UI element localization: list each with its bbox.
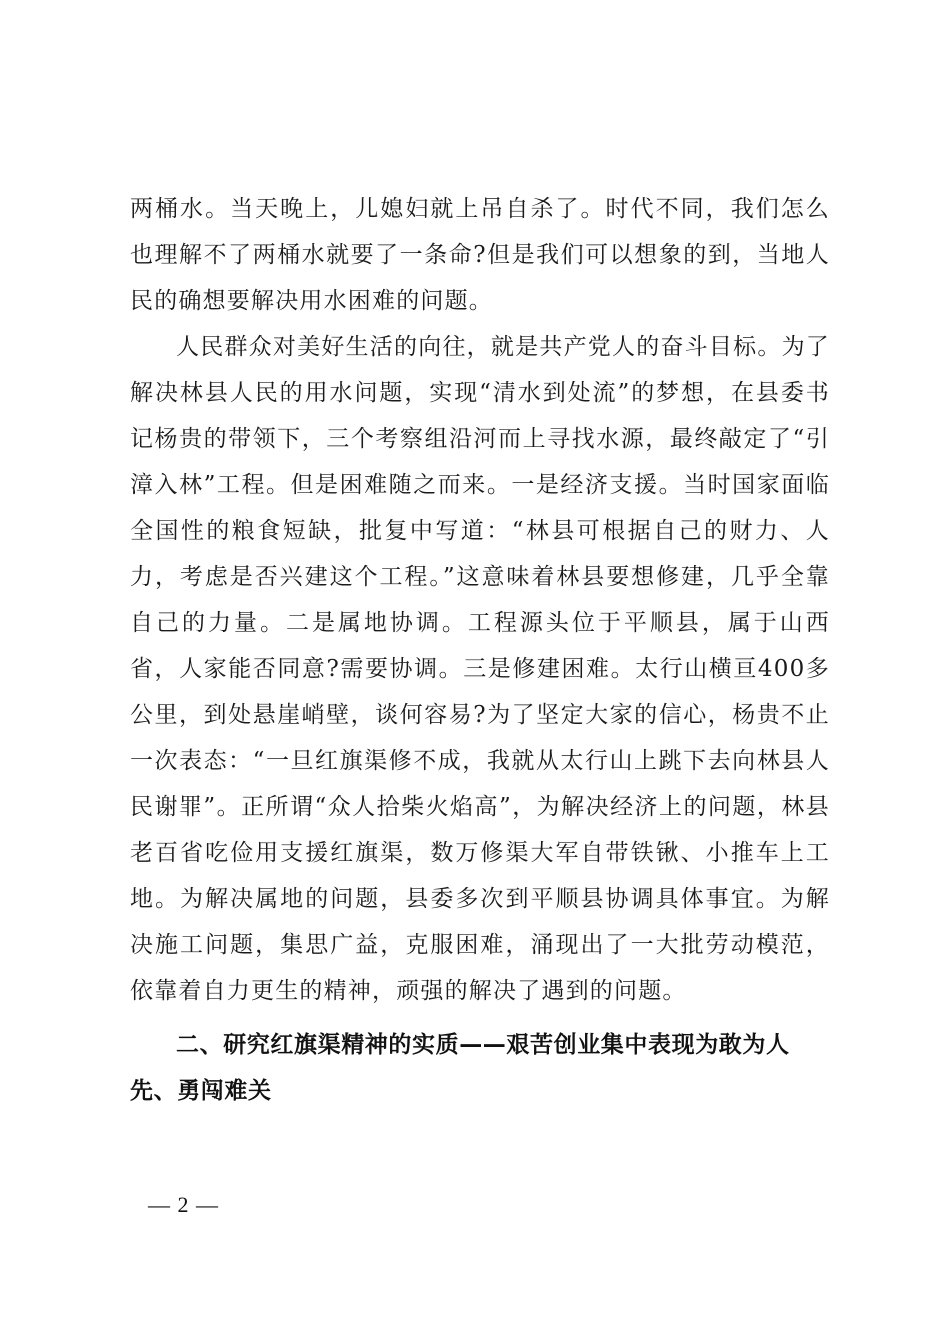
paragraph-red-flag-canal-history: 人民群众对美好生活的向往，就是共产党人的奋斗目标。为了解决林县人民的用水问题，实现“清水到处流”的梦想，在县委书记杨贵的带领下，三个考察组沿河而上寻找水源，最终敲定了“引漳入林”工程。但是困难随之而来。一是经济支援。当时国家面临全国性的粮食短缺，批复中写道：“林县可根据自己的财力、人力，考虑是否兴建这个工程。”这意味着林县要想修建，几乎全靠自己的力量。二是属地协调。工程源头位于平顺县，属于山西省，人家能否同意?需要协调。三是修建困难。太行山横亘400多公里，到处悬崖峭壁，谈何容易?为了坚定大家的信心，杨贵不止一次表态：“一旦红旗渠修不成，我就从太行山上跳下去向林县人民谢罪”。正所谓“众人拾柴火焰高”，为解决经济上的问题，林县老百省吃俭用支援红旗渠，数万修渠大军自带铁锹、小推车上工地。为解决属地的问题，县委多次到平顺县协调具体事宜。为解决施工问题，集思广益，克服困难，涌现出了一大批劳动模范，依靠着自力更生的精神，顽强的解决了遇到的问题。 bbox=[130, 334, 830, 1004]
document-body bbox=[130, 186, 830, 1114]
section-heading: 二、研究红旗渠精神的实质——艰苦创业集中表现为敢为人先、勇闯难关 bbox=[130, 1032, 790, 1104]
page-number: — 2 — bbox=[148, 1192, 219, 1217]
paragraph-continuation: 两桶水。当天晚上，儿媳妇就上吊自杀了。时代不同，我们怎么也理解不了两桶水就要了一条命?但是我们可以想象的到，当地人民的确想要解决用水困难的问题。 bbox=[130, 196, 830, 314]
